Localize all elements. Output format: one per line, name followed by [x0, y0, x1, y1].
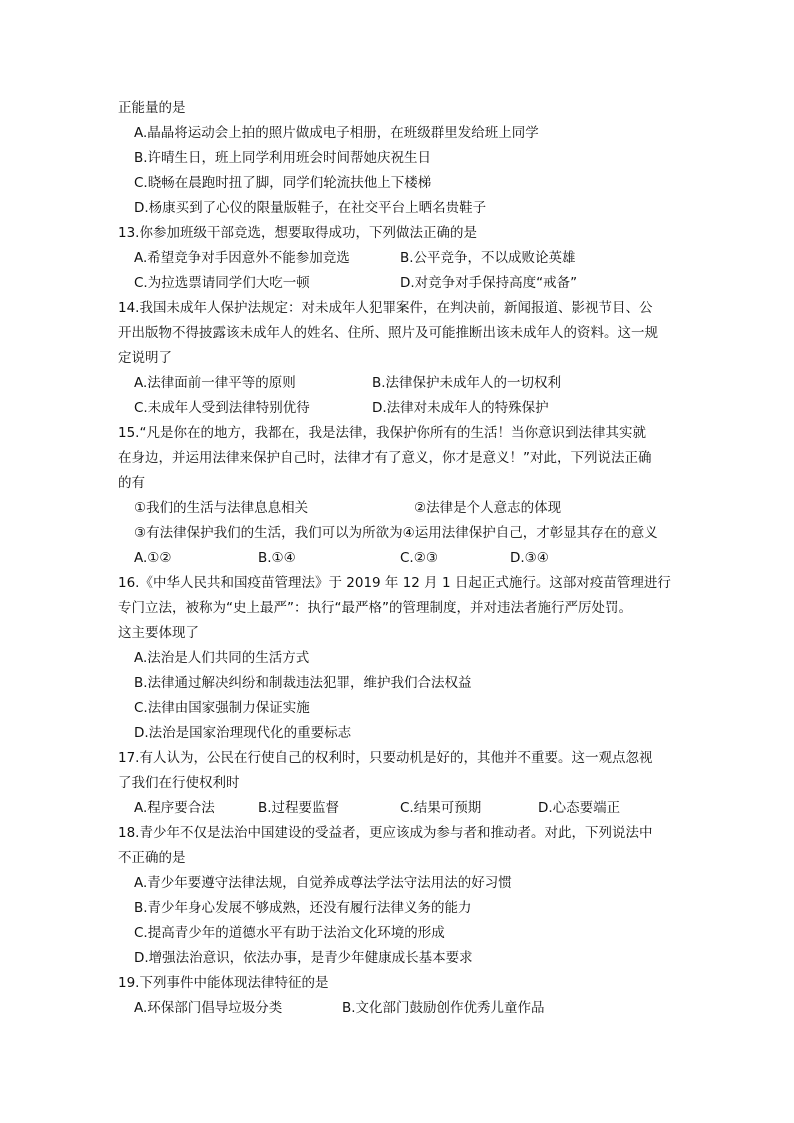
question-14-stem-line-2: 开出版物不得披露该未成年人的姓名、住所、照片及可能推断出该未成年人的资料。这一规 — [118, 325, 658, 341]
question-15-statements-3-4: ③有法律保护我们的生活，我们可以为所欲为④运用法律保护自己，才彰显其存在的意义 — [134, 525, 658, 541]
question-16-option-d: D.法治是国家治理现代化的重要标志 — [134, 725, 352, 741]
question-13-option-d: D.对竞争对手保持高度“戒备” — [400, 275, 578, 291]
question-14-stem-line-3: 定说明了 — [118, 350, 172, 366]
question-15-stem-line-1: 15.“凡是你在的地方，我都在，我是法律，我保护你所有的生活！当你意识到法律其实就 — [118, 425, 646, 441]
question-15-option-c: C.②③ — [400, 550, 438, 566]
question-18-option-a: A.青少年要遵守法律法规，自觉养成尊法学法守法用法的好习惯 — [134, 875, 512, 891]
question-14-option-b: B.法律保护未成年人的一切权利 — [372, 375, 562, 391]
question-12-option-a: A.晶晶将运动会上拍的照片做成电子相册，在班级群里发给班上同学 — [134, 125, 539, 141]
question-15-option-d: D.③④ — [510, 550, 549, 566]
question-12-stem-tail: 正能量的是 — [118, 100, 186, 116]
question-17-stem-line-2: 了我们在行使权利时 — [118, 775, 240, 791]
question-15-statement-2: ②法律是个人意志的体现 — [414, 500, 562, 516]
question-17-stem-line-1: 17.有人认为，公民在行使自己的权利时，只要动机是好的，其他并不重要。这一观点忽视 — [118, 750, 653, 766]
question-13-option-a: A.希望竞争对手因意外不能参加竞选 — [134, 250, 350, 266]
question-18-option-d: D.增强法治意识，依法办事，是青少年健康成长基本要求 — [134, 950, 473, 966]
question-16-stem-line-1: 16.《中华人民共和国疫苗管理法》于 2019 年 12 月 1 日起正式施行。这部对疫苗管理进行 — [118, 575, 671, 591]
question-15-stem-line-3: 的有 — [118, 475, 145, 491]
question-18-stem-line-1: 18.青少年不仅是法治中国建设的受益者，更应该成为参与者和推动者。对此，下列说法中 — [118, 825, 653, 841]
question-17-option-c: C.结果可预期 — [400, 800, 482, 816]
question-18-option-b: B.青少年身心发展不够成熟，还没有履行法律义务的能力 — [134, 900, 472, 916]
question-17-option-d: D.心态要端正 — [538, 800, 621, 816]
question-13-stem: 13.你参加班级干部竞选，想要取得成功，下列做法正确的是 — [118, 225, 477, 241]
question-16-option-a: A.法治是人们共同的生活方式 — [134, 650, 310, 666]
question-16-option-c: C.法律由国家强制力保证实施 — [134, 700, 310, 716]
question-14-option-d: D.法律对未成年人的特殊保护 — [372, 400, 549, 416]
question-15-stem-line-2: 在身边，并运用法律来保护自己时，法律才有了意义，你才是意义！”对此，下列说法正确 — [118, 450, 652, 466]
question-14-option-c: C.未成年人受到法律特别优待 — [134, 400, 310, 416]
question-16-option-b: B.法律通过解决纠纷和制裁违法犯罪，维护我们合法权益 — [134, 675, 472, 691]
question-13-option-b: B.公平竞争，不以成败论英雄 — [400, 250, 576, 266]
question-18-stem-line-2: 不正确的是 — [118, 850, 186, 866]
question-19-option-a: A.环保部门倡导垃圾分类 — [134, 1000, 283, 1016]
question-16-stem-line-2: 专门立法，被称为“史上最严”：执行“最严格”的管理制度，并对违法者施行严厉处罚。 — [118, 600, 632, 616]
question-12-option-c: C.晓畅在晨跑时扭了脚，同学们轮流扶他上下楼梯 — [134, 175, 432, 191]
question-17-option-a: A.程序要合法 — [134, 800, 215, 816]
question-19-option-b: B.文化部门鼓励创作优秀儿童作品 — [342, 1000, 545, 1016]
question-14-option-a: A.法律面前一律平等的原则 — [134, 375, 296, 391]
question-15-option-a: A.①② — [134, 550, 172, 566]
question-13-option-c: C.为拉选票请同学们大吃一顿 — [134, 275, 310, 291]
question-14-stem-line-1: 14.我国未成年人保护法规定：对未成年人犯罪案件，在判决前，新闻报道、影视节目、公 — [118, 300, 653, 316]
question-12-option-b: B.许晴生日，班上同学利用班会时间帮她庆祝生日 — [134, 150, 432, 166]
question-15-statement-1: ①我们的生活与法律息息相关 — [134, 500, 309, 516]
question-15-option-b: B.①④ — [258, 550, 296, 566]
question-19-stem: 19.下列事件中能体现法律特征的是 — [118, 975, 329, 991]
question-17-option-b: B.过程要监督 — [258, 800, 340, 816]
question-12-option-d: D.杨康买到了心仪的限量版鞋子，在社交平台上晒名贵鞋子 — [134, 200, 487, 216]
question-16-stem-line-3: 这主要体现了 — [118, 625, 199, 641]
question-18-option-c: C.提高青少年的道德水平有助于法治文化环境的形成 — [134, 925, 445, 941]
